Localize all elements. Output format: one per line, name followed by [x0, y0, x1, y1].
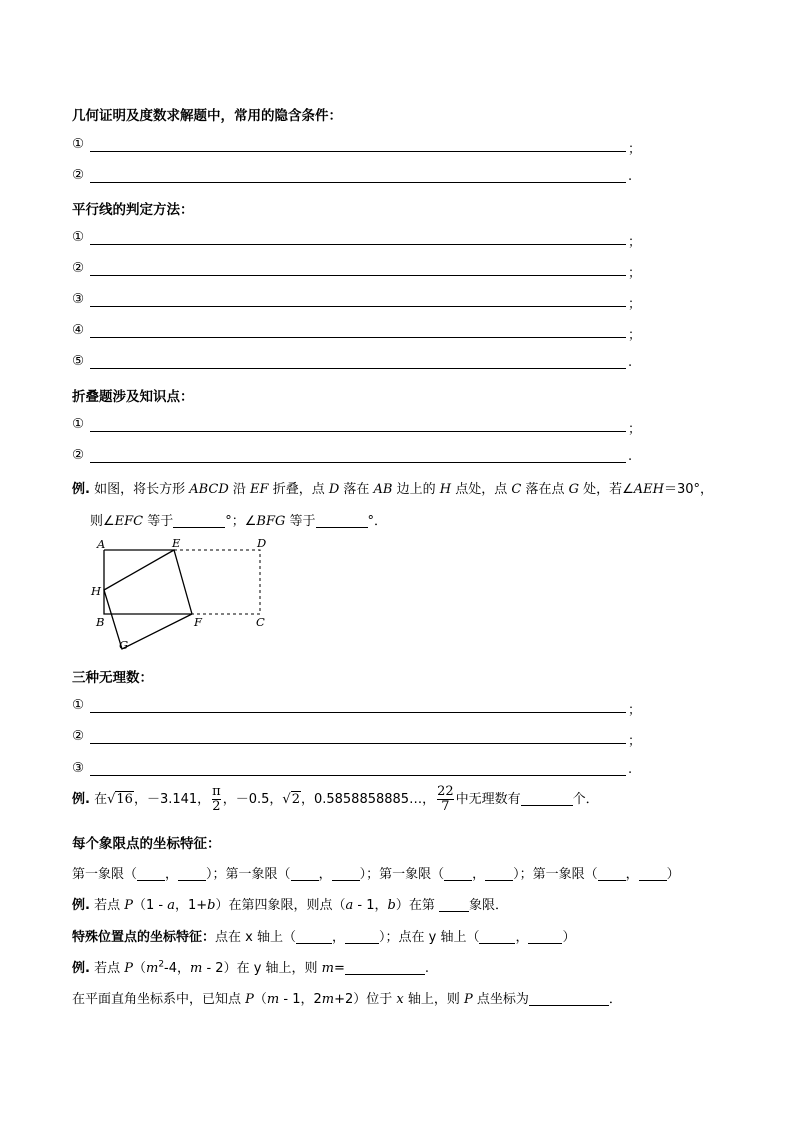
text: ， — [331, 930, 345, 945]
text: -4， — [164, 961, 191, 976]
example-3 — [72, 894, 508, 913]
math-var: b — [207, 898, 216, 913]
math-var: G — [568, 482, 579, 497]
row-end-punct: ； — [628, 328, 642, 343]
answer-line[interactable] — [90, 775, 626, 776]
example-2 — [72, 785, 599, 815]
answer-blank[interactable] — [332, 866, 360, 881]
row-number: ④ — [72, 322, 85, 338]
math-var: m — [266, 992, 280, 1007]
math-var: a — [345, 898, 354, 913]
text: ． — [608, 992, 622, 1007]
text: ） — [513, 867, 520, 882]
example-1-line-2 — [90, 510, 387, 529]
text: 第一象限（ — [72, 867, 138, 882]
text: . — [424, 961, 430, 976]
superscript: 2 — [158, 959, 165, 970]
text: - 1， — [353, 898, 388, 913]
text: ）；点在 y 轴上（ — [379, 930, 480, 945]
answer-blank[interactable] — [444, 866, 472, 881]
section-heading-parallel-methods: 平行线的判定方法： — [72, 202, 194, 218]
text: 在 — [89, 792, 108, 807]
section-heading-quadrant: 每个象限点的坐标特征： — [72, 836, 221, 852]
answer-blank[interactable] — [345, 929, 379, 944]
answer-line[interactable] — [90, 306, 626, 307]
text: ， — [165, 867, 179, 882]
answer-blank[interactable] — [528, 929, 562, 944]
row-number: ① — [72, 416, 85, 432]
text: 在平面直角坐标系中，已知点 — [72, 992, 246, 1007]
answer-blank[interactable] — [173, 513, 225, 528]
text: ，－3.141， — [133, 792, 211, 807]
text: ， — [472, 867, 486, 882]
example-5 — [72, 988, 622, 1007]
math-var: m — [321, 992, 335, 1007]
answer-line[interactable] — [90, 337, 626, 338]
radicand: 16 — [116, 792, 133, 807]
section-heading-hidden-conditions: 几何证明及度数求解题中，常用的隐含条件： — [72, 108, 342, 124]
text: ；第一象限（ — [366, 867, 445, 882]
example-1-line-1 — [72, 478, 713, 497]
folded-quadrilateral — [104, 550, 192, 649]
text: 中无理数有 — [455, 792, 521, 807]
text: 点在 x 轴上（ — [215, 930, 296, 945]
math-var: EF — [250, 482, 269, 497]
text: 象限． — [468, 898, 508, 913]
text: 轴上，则 — [403, 992, 464, 1007]
row-number: ③ — [72, 760, 85, 776]
row-end-punct: . — [628, 355, 633, 370]
example-label: 例. — [72, 792, 90, 807]
text: ＝30°， — [663, 482, 714, 497]
text: °． — [367, 514, 388, 529]
row-number: ③ — [72, 291, 85, 307]
special-position-line — [72, 926, 576, 945]
row-end-punct: ； — [628, 266, 642, 281]
math-var: AEH — [633, 482, 664, 497]
math-var: BFG — [256, 514, 286, 529]
row-number: ② — [72, 167, 85, 183]
row-number: ① — [72, 136, 85, 152]
text: ；第一象限（ — [519, 867, 598, 882]
example-4 — [72, 957, 429, 976]
text: 折叠，点 — [268, 482, 329, 497]
text: ）在第四象限，则点（ — [215, 898, 346, 913]
answer-line[interactable] — [90, 368, 626, 369]
math-var: P — [463, 992, 473, 1007]
row-number: ② — [72, 447, 85, 463]
row-end-punct: . — [628, 169, 633, 184]
example-label: 例. — [72, 961, 90, 976]
text: ， — [625, 867, 639, 882]
math-var: P — [245, 992, 254, 1007]
text: 等于 — [143, 514, 174, 529]
math-var: P — [124, 898, 133, 913]
numerator: 22 — [437, 784, 454, 799]
answer-line[interactable] — [90, 431, 626, 432]
answer-blank[interactable] — [137, 866, 165, 881]
text: = — [334, 961, 345, 976]
answer-line[interactable] — [90, 275, 626, 276]
math-var: m — [190, 961, 203, 976]
row-number: ② — [72, 728, 85, 744]
row-number: ① — [72, 229, 85, 245]
answer-blank[interactable] — [529, 991, 609, 1006]
text: ；第一象限（ — [212, 867, 291, 882]
math-var: EFC — [114, 514, 144, 529]
math-var: a — [167, 898, 175, 913]
math-var: m — [321, 961, 334, 976]
text: ） — [666, 867, 680, 882]
label-B: B — [96, 615, 105, 629]
answer-line[interactable] — [90, 743, 626, 744]
example-label: 例. — [72, 482, 90, 497]
section-heading-folding: 折叠题涉及知识点： — [72, 389, 194, 405]
answer-blank[interactable] — [639, 866, 667, 881]
section-heading-irrational: 三种无理数： — [72, 670, 153, 686]
text: ） — [562, 930, 576, 945]
text: ，－0.5， — [222, 792, 283, 807]
math-var: H — [439, 482, 452, 497]
math-var: AB — [373, 482, 393, 497]
text: 落在 — [339, 482, 374, 497]
row-end-punct: ； — [628, 235, 642, 250]
answer-blank[interactable] — [316, 513, 368, 528]
label-E: E — [172, 536, 181, 550]
label-F: F — [194, 615, 202, 629]
denominator: 2 — [212, 799, 221, 814]
math-var: D — [328, 482, 340, 497]
text: 点坐标为 — [472, 992, 529, 1007]
fraction-pi-over-2 — [212, 785, 221, 814]
answer-line[interactable] — [90, 712, 626, 713]
row-number: ① — [72, 697, 85, 713]
text: 若点 — [89, 898, 125, 913]
math-var: ABCD — [189, 482, 229, 497]
answer-blank[interactable] — [485, 866, 513, 881]
row-end-punct: . — [628, 449, 633, 464]
text: ，0.5858858885…， — [300, 792, 436, 807]
row-number: ⑤ — [72, 353, 85, 369]
label-C: C — [256, 615, 265, 629]
answer-blank[interactable] — [521, 791, 573, 806]
section-heading-special: 特殊位置点的坐标特征： — [72, 930, 216, 945]
text: ， — [318, 867, 332, 882]
row-end-punct: ； — [628, 734, 642, 749]
answer-blank[interactable] — [598, 866, 626, 881]
radicand: 2 — [291, 792, 300, 807]
row-end-punct: ； — [628, 142, 642, 157]
row-end-punct: ； — [628, 703, 642, 718]
row-number: ② — [72, 260, 85, 276]
text: 沿 — [228, 482, 251, 497]
answer-blank[interactable] — [345, 960, 425, 975]
math-var: P — [124, 961, 133, 976]
folding-figure — [88, 536, 278, 656]
text: ） — [206, 867, 213, 882]
text: - 1，2 — [279, 992, 322, 1007]
text: ， — [515, 930, 529, 945]
label-G: G — [119, 638, 129, 652]
text: 则∠ — [90, 514, 115, 529]
answer-line[interactable] — [90, 462, 626, 463]
text: 若点 — [89, 961, 125, 976]
answer-blank[interactable] — [178, 866, 206, 881]
math-var: x — [396, 992, 404, 1007]
text: 点处，点 — [451, 482, 512, 497]
row-end-punct: ； — [628, 422, 642, 437]
text: 等于 — [285, 514, 316, 529]
answer-line[interactable] — [90, 244, 626, 245]
answer-line[interactable] — [90, 182, 626, 183]
text: ） — [359, 867, 367, 882]
denominator: 7 — [437, 799, 454, 814]
math-var: m — [145, 961, 159, 976]
row-end-punct: . — [628, 762, 633, 777]
text: 个． — [572, 792, 599, 807]
text: - 2）在 y 轴上，则 — [202, 961, 322, 976]
text: （1 - — [132, 898, 168, 913]
answer-blank[interactable] — [439, 897, 469, 912]
text: 处，若∠ — [578, 482, 634, 497]
example-label: 例. — [72, 898, 90, 913]
text: +2）位于 — [334, 992, 397, 1007]
text: ）在第 — [395, 898, 439, 913]
dashed-original-part — [174, 550, 260, 614]
text: （ — [132, 961, 146, 976]
sqrt-2: √2 — [282, 792, 300, 807]
row-end-punct: ； — [628, 297, 642, 312]
label-D: D — [257, 536, 267, 550]
numerator: π — [212, 784, 221, 799]
text: 边上的 — [392, 482, 440, 497]
answer-blank[interactable] — [479, 929, 515, 944]
answer-blank[interactable] — [296, 929, 332, 944]
text: °；∠ — [225, 514, 257, 529]
label-H: H — [91, 584, 102, 598]
text: 如图，将长方形 — [89, 482, 190, 497]
answer-line[interactable] — [90, 151, 626, 152]
label-A: A — [97, 537, 106, 551]
text: ，1+ — [174, 898, 208, 913]
answer-blank[interactable] — [291, 866, 319, 881]
quadrant-features-line — [72, 863, 680, 882]
text: （ — [253, 992, 267, 1007]
text: 落在点 — [521, 482, 569, 497]
fraction-22-over-7 — [437, 785, 454, 814]
sqrt-16: √16 — [107, 792, 133, 807]
math-var: b — [387, 898, 396, 913]
math-var: C — [511, 482, 522, 497]
